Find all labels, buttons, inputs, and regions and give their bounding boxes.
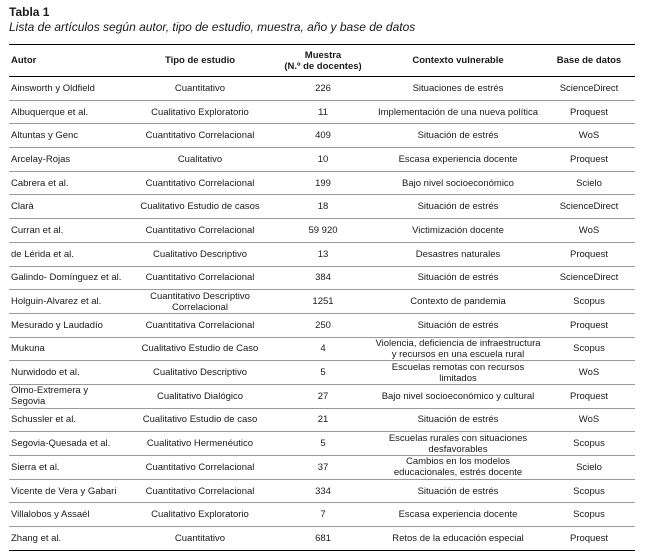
cell-sample: 21 xyxy=(317,414,329,426)
cell-study-type: Cuantitativo Correlacional xyxy=(145,177,255,189)
cell-context: Cambios en los modelos educacionales, estrés docente xyxy=(393,456,523,479)
header-sample-line1: Muestra xyxy=(304,49,342,61)
header-sample-line2: (N.º de docentes) xyxy=(284,60,362,72)
cell-context: Situación de estrés xyxy=(417,319,499,331)
cell-sample: 10 xyxy=(317,153,329,165)
cell-database: ScienceDirect xyxy=(559,82,619,94)
cell-author: Arcelay-Rojas xyxy=(11,153,71,165)
table-row xyxy=(9,408,635,432)
table-row xyxy=(9,242,635,266)
cell-author: Segovia-Quesada et al. xyxy=(11,438,111,450)
cell-author: Holguin-Alvarez et al. xyxy=(11,296,102,308)
table-row xyxy=(9,266,635,290)
table-row xyxy=(9,100,635,124)
cell-study-type: Cualitativo Exploratorio xyxy=(151,106,249,118)
cell-database: Proquest xyxy=(569,248,609,260)
cell-sample: 226 xyxy=(315,82,331,94)
cell-database: Scielo xyxy=(576,461,602,473)
cell-context: Situación de estrés xyxy=(417,414,499,426)
cell-author: Sierra et al. xyxy=(11,461,60,473)
cell-sample: 199 xyxy=(315,177,331,189)
cell-author: Galindo- Domínguez et al. xyxy=(11,272,122,284)
cell-sample: 5 xyxy=(320,438,326,450)
cell-author: Curran et al. xyxy=(11,224,64,236)
cell-sample: 11 xyxy=(318,106,328,118)
cell-database: Proquest xyxy=(569,153,609,165)
header-context: Contexto vulnerable xyxy=(412,55,504,66)
cell-database: ScienceDirect xyxy=(559,201,619,213)
table-row xyxy=(9,171,635,195)
cell-study-type: Cuantitativo Correlacional xyxy=(145,272,255,284)
cell-study-type: Cualitativo Estudio de Caso xyxy=(141,343,259,355)
cell-author: Schussler et al. xyxy=(11,414,76,426)
cell-author: Altuntas y Genc xyxy=(11,130,79,142)
table-row xyxy=(9,456,635,480)
cell-study-type: Cuantitativo Descriptivo Correlacional xyxy=(150,290,250,313)
cell-database: Scopus xyxy=(573,343,605,355)
cell-sample: 681 xyxy=(315,532,331,544)
cell-sample: 250 xyxy=(315,319,331,331)
table-row xyxy=(9,124,635,148)
table-row xyxy=(9,148,635,172)
cell-author: Clarà xyxy=(11,201,34,213)
cell-study-type: Cualitativo Exploratorio xyxy=(151,509,249,521)
cell-author: Cabrera et al. xyxy=(11,177,69,189)
cell-study-type: Cuantitativo Correlacional xyxy=(145,485,255,497)
cell-study-type: Cualitativo xyxy=(177,153,223,165)
table-row xyxy=(9,432,635,456)
cell-study-type: Cualitativo Estudio de caso xyxy=(142,414,258,426)
cell-sample: 59 920 xyxy=(308,224,338,236)
cell-study-type: Cualitativo Dialógico xyxy=(156,390,244,402)
cell-study-type: Cualitativo Descriptivo xyxy=(153,367,247,379)
cell-context: Escasa experiencia docente xyxy=(398,153,518,165)
cell-context: Violencia, deficiencia de infraestructura y recursos en una escuela rural xyxy=(375,337,541,360)
cell-sample: 1251 xyxy=(312,296,334,308)
header-sample xyxy=(273,45,373,77)
cell-author: Zhang et al. xyxy=(11,532,62,544)
table-row xyxy=(9,337,635,361)
cell-sample: 334 xyxy=(315,485,331,497)
articles-table xyxy=(9,44,635,551)
cell-sample: 5 xyxy=(320,367,326,379)
header-row xyxy=(9,45,635,77)
cell-author: Ainsworth y Oldfield xyxy=(11,82,95,94)
table-row xyxy=(9,479,635,503)
cell-database: ScienceDirect xyxy=(559,272,619,284)
cell-author: Albuquerque et al. xyxy=(11,106,89,118)
table-row xyxy=(9,527,635,551)
cell-database: Proquest xyxy=(569,319,609,331)
cell-context: Contexto de pandemia xyxy=(410,296,506,308)
table-row xyxy=(9,361,635,385)
cell-context: Situaciones de estrés xyxy=(412,82,504,94)
cell-author: Olmo-Extremera y Segovia xyxy=(11,385,89,408)
cell-author: Mesurado y Laudadío xyxy=(11,319,103,331)
cell-sample: 384 xyxy=(315,272,331,284)
cell-sample: 7 xyxy=(320,509,326,521)
header-study-type: Tipo de estudio xyxy=(164,55,236,66)
cell-study-type: Cuantitativo Correlacional xyxy=(145,130,255,142)
cell-context: Retos de la educación especial xyxy=(392,532,524,544)
cell-sample: 4 xyxy=(320,343,326,355)
cell-sample: 409 xyxy=(315,130,331,142)
table-row xyxy=(9,313,635,337)
cell-context: Situación de estrés xyxy=(417,272,499,284)
table-row xyxy=(9,503,635,527)
cell-database: Proquest xyxy=(569,390,609,402)
cell-study-type: Cualitativo Descriptivo xyxy=(153,248,247,260)
cell-author: de Lérida et al. xyxy=(11,248,74,260)
cell-context: Escasa experiencia docente xyxy=(398,509,518,521)
cell-study-type: Cualitativo Hermenéutico xyxy=(146,438,254,450)
cell-author: Mukuna xyxy=(11,343,45,355)
cell-database: Scopus xyxy=(573,509,605,521)
cell-sample: 27 xyxy=(317,390,329,402)
cell-context: Escuelas rurales con situaciones desfavorables xyxy=(388,432,528,455)
table-row xyxy=(9,384,635,408)
table-row xyxy=(9,77,635,101)
cell-context: Situación de estrés xyxy=(417,130,499,142)
cell-context: Escuelas remotas con recursos limitados xyxy=(391,361,525,384)
cell-database: WoS xyxy=(578,414,600,426)
cell-author: Nurwidodo et al. xyxy=(11,367,80,379)
cell-context: Implementación de una nueva política xyxy=(377,106,539,118)
cell-database: WoS xyxy=(578,224,600,236)
cell-study-type: Cuantitativa Correlacional xyxy=(145,319,255,331)
table-row xyxy=(9,290,635,314)
cell-context: Bajo nivel socioeconómico y cultural xyxy=(381,390,535,402)
cell-context: Situación de estrés xyxy=(417,201,499,213)
cell-sample: 37 xyxy=(317,461,329,473)
cell-sample: 18 xyxy=(317,201,329,213)
cell-context: Situación de estrés xyxy=(417,485,499,497)
cell-sample: 13 xyxy=(317,248,329,260)
cell-database: Proquest xyxy=(569,532,609,544)
cell-database: Scopus xyxy=(573,485,605,497)
cell-database: WoS xyxy=(578,367,600,379)
table-header xyxy=(9,45,635,77)
table-row xyxy=(9,219,635,243)
cell-context: Bajo nivel socioeconómico xyxy=(402,177,514,189)
table-caption-subtitle: Lista de artículos según autor, tipo de estudio, muestra, año y base de datos xyxy=(9,20,416,34)
cell-database: Scielo xyxy=(576,177,602,189)
cell-database: Proquest xyxy=(569,106,609,118)
cell-context: Desastres naturales xyxy=(415,248,501,260)
table-row xyxy=(9,195,635,219)
cell-author: Villalobos y Assaél xyxy=(11,509,90,521)
cell-study-type: Cuantitativo xyxy=(174,532,226,544)
table-caption-title: Tabla 1 xyxy=(9,5,50,19)
cell-study-type: Cualitativo Estudio de casos xyxy=(140,201,260,213)
header-author: Autor xyxy=(11,55,37,66)
cell-context: Victimización docente xyxy=(412,224,504,236)
cell-database: Scopus xyxy=(573,296,605,308)
cell-database: WoS xyxy=(578,130,600,142)
cell-database: Scopus xyxy=(573,438,605,450)
table-body xyxy=(9,77,635,551)
header-database: Base de datos xyxy=(556,55,622,66)
cell-study-type: Cuantitativo xyxy=(174,82,226,94)
cell-study-type: Cuantitativo Correlacional xyxy=(145,224,255,236)
cell-author: Vicente de Vera y Gabari xyxy=(11,485,117,497)
cell-study-type: Cuantitativo Correlacional xyxy=(145,461,255,473)
